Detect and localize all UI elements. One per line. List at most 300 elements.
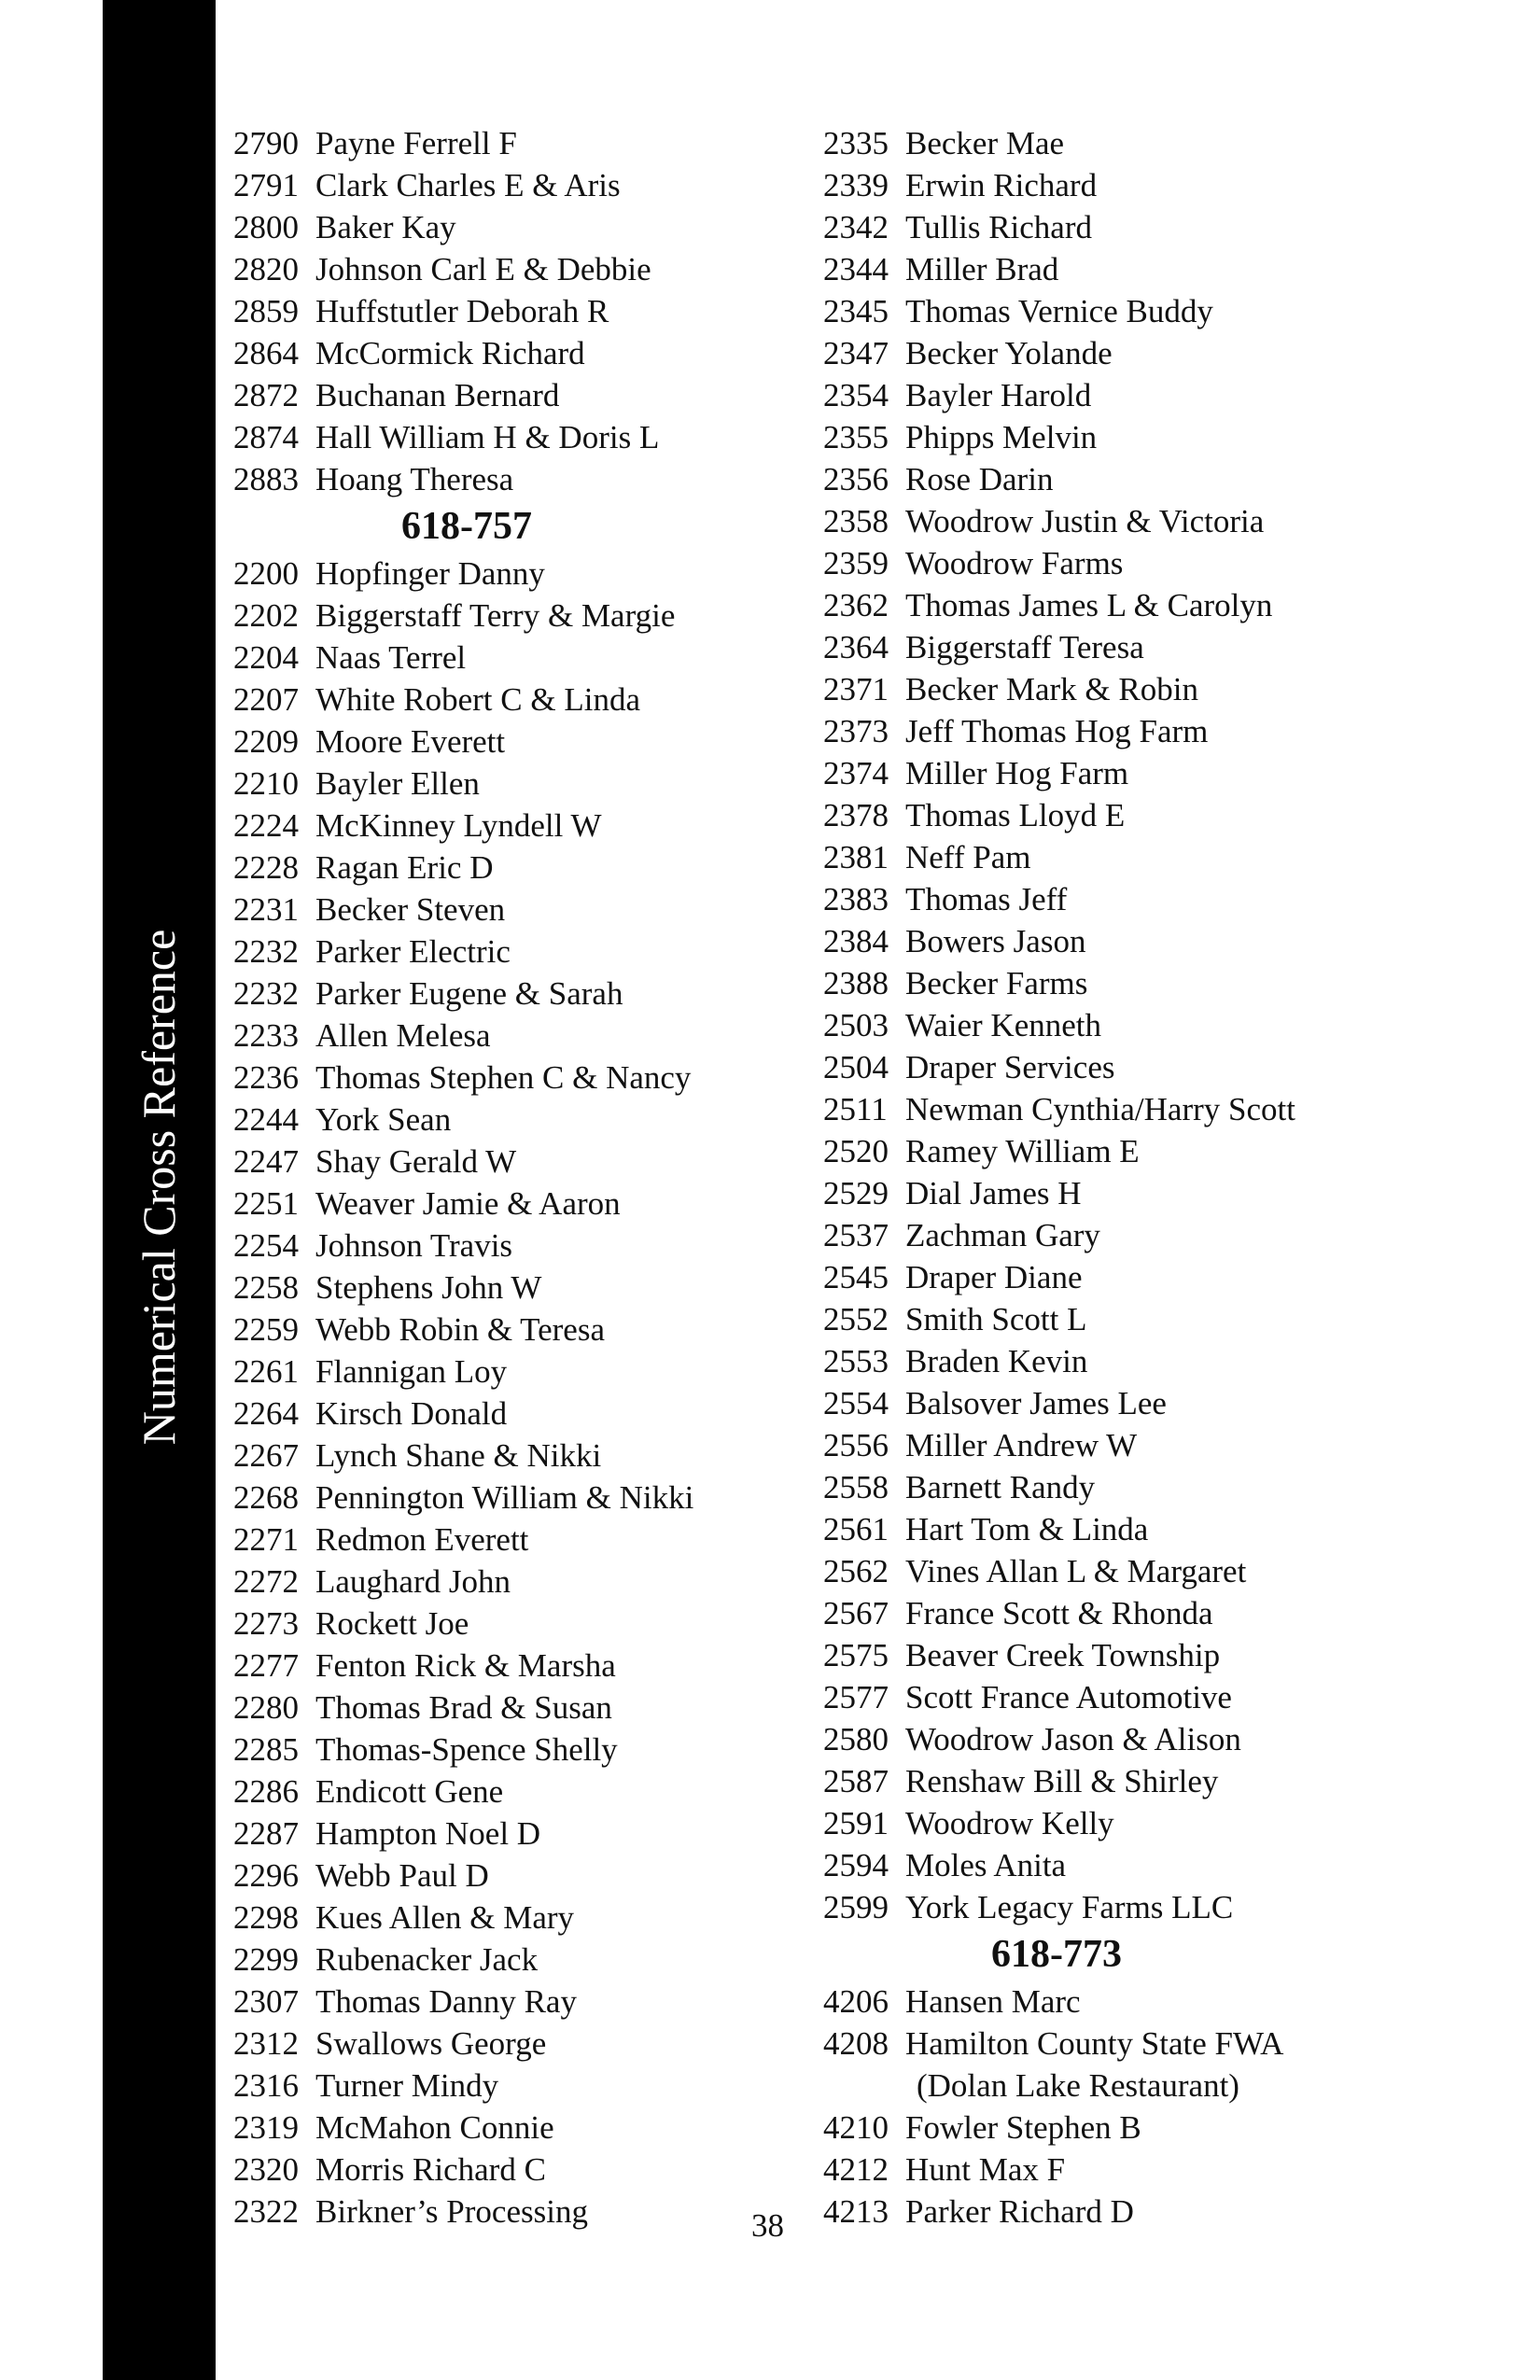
listing-row [233, 1267, 812, 1309]
listing-name: Smith Scott L [905, 1301, 1087, 1337]
listing-row [233, 1519, 812, 1561]
listing-row [823, 1172, 1402, 1214]
listing-name: McKinney Lyndell W [315, 807, 602, 844]
listing-name: Renshaw Bill & Shirley [905, 1763, 1219, 1799]
listing-row [823, 1298, 1402, 1340]
listing-name: Miller Andrew W [905, 1427, 1138, 1463]
listing-row [823, 164, 1402, 206]
listing-name: Bowers Jason [905, 923, 1086, 959]
left-block-1 [233, 122, 812, 500]
listing-row [233, 763, 812, 805]
listing-number: 2264 [233, 1395, 299, 1432]
listing-row [823, 752, 1402, 794]
listing-number: 2359 [823, 545, 889, 581]
listing-number: 2298 [233, 1899, 299, 1936]
listing-number: 2374 [823, 755, 889, 791]
listing-row [823, 1214, 1402, 1256]
listing-number: 2299 [233, 1941, 299, 1978]
listing-number: 2371 [823, 671, 889, 707]
listing-name: Hansen Marc [905, 1983, 1081, 2020]
listing-number: 2267 [233, 1437, 299, 1474]
listing-name: Thomas-Spence Shelly [315, 1731, 618, 1768]
listing-row [233, 290, 812, 332]
side-tab-label: Numerical Cross Reference [133, 929, 185, 1446]
listing-row [233, 1099, 812, 1141]
listing-number: 2575 [823, 1637, 889, 1673]
listing-number: 2210 [233, 765, 299, 802]
listing-name: Becker Farms [905, 965, 1088, 1001]
listing-name: Barnett Randy [905, 1469, 1096, 1505]
listing-number: 2322 [233, 2193, 299, 2230]
listing-number: 2874 [233, 419, 299, 455]
listing-number: 2562 [823, 1553, 889, 1589]
listing-name: Jeff Thomas Hog Farm [905, 713, 1209, 749]
listing-number: 2552 [823, 1301, 889, 1337]
listing-number: 2277 [233, 1647, 299, 1684]
listing-row [233, 2149, 812, 2191]
listing-row [823, 1466, 1402, 1508]
listing-name: Draper Diane [905, 1259, 1083, 1295]
listing-number: 2373 [823, 713, 889, 749]
listing-row [823, 2149, 1402, 2191]
prefix-heading-618-757: 618-757 [401, 505, 532, 548]
listing-row [823, 374, 1402, 416]
listing-row [823, 1676, 1402, 1718]
listing-number: 2347 [823, 335, 889, 371]
listing-number: 2554 [823, 1385, 889, 1421]
listing-row [233, 2191, 812, 2233]
listing-row [823, 878, 1402, 920]
listing-number: 2790 [233, 125, 299, 161]
listing-number: 2580 [823, 1721, 889, 1757]
listing-name: Neff Pam [905, 839, 1031, 875]
listing-number: 2261 [233, 1353, 299, 1390]
listing-row [823, 1760, 1402, 1802]
listing-row [233, 1393, 812, 1435]
listing-row [823, 1802, 1402, 1844]
listing-number: 2599 [823, 1889, 889, 1925]
listing-number: 2319 [233, 2109, 299, 2146]
listing-number: 2504 [823, 1049, 889, 1085]
listing-row [233, 1603, 812, 1645]
listing-number: 2244 [233, 1101, 299, 1138]
listing-row [823, 290, 1402, 332]
listing-row [233, 1183, 812, 1225]
listing-name: Rose Darin [905, 461, 1054, 497]
listing-number: 4206 [823, 1983, 889, 2020]
listing-number: 2388 [823, 965, 889, 1001]
listing-number: 2503 [823, 1007, 889, 1043]
listing-name: Biggerstaff Teresa [905, 629, 1144, 665]
listing-name: Kirsch Donald [315, 1395, 508, 1432]
listing-row [233, 721, 812, 763]
listing-row [233, 248, 812, 290]
listing-number: 2273 [233, 1605, 299, 1642]
listing-number: 2285 [233, 1731, 299, 1768]
listing-number: 2232 [233, 933, 299, 970]
listing-row [823, 920, 1402, 962]
listing-name: Hampton Noel D [315, 1815, 541, 1852]
listing-row [233, 637, 812, 679]
listing-name: Allen Melesa [315, 1017, 491, 1054]
listing-row [233, 1225, 812, 1267]
listing-row [233, 1729, 812, 1771]
listing-number: 2511 [823, 1091, 888, 1127]
listing-number: 4212 [823, 2151, 889, 2188]
listing-name: Thomas Stephen C & Nancy [315, 1059, 692, 1096]
listing-row [233, 1813, 812, 1855]
listing-number: 2286 [233, 1773, 299, 1810]
listing-row [823, 794, 1402, 836]
listing-row [233, 1477, 812, 1519]
listing-row [823, 1844, 1402, 1886]
listing-name: McMahon Connie [315, 2109, 554, 2146]
listing-name: Woodrow Kelly [905, 1805, 1114, 1841]
listing-name: Stephens John W [315, 1269, 542, 1306]
listing-number: 2577 [823, 1679, 889, 1715]
listing-name: Payne Ferrell F [315, 125, 517, 161]
listing-name: Johnson Carl E & Debbie [315, 251, 651, 287]
listing-number: 2364 [823, 629, 889, 665]
listing-name: Newman Cynthia/Harry Scott [905, 1091, 1295, 1127]
listing-name: Thomas James L & Carolyn [905, 587, 1273, 623]
right-column [823, 122, 1402, 2233]
listing-number: 2558 [823, 1469, 889, 1505]
listing-name: Laughard John [315, 1563, 511, 1600]
listing-row [233, 164, 812, 206]
listing-number: 2383 [823, 881, 889, 917]
listing-number: 2271 [233, 1521, 299, 1558]
listing-name: Dial James H [905, 1175, 1082, 1211]
listing-row [823, 2023, 1402, 2065]
listing-number: 2529 [823, 1175, 889, 1211]
listing-row [823, 1550, 1402, 1592]
listing-row [823, 626, 1402, 668]
listing-row [823, 1256, 1402, 1298]
listing-name: Ramey William E [905, 1133, 1140, 1169]
left-column [233, 122, 812, 2233]
listing-name: Moles Anita [905, 1847, 1067, 1883]
listing-number: 2820 [233, 251, 299, 287]
listing-number: 2355 [823, 419, 889, 455]
listing-number: 2247 [233, 1143, 299, 1180]
listing-number: 2251 [233, 1185, 299, 1222]
listing-row [233, 1939, 812, 1981]
listing-number: 2204 [233, 639, 299, 676]
listing-name: Hopfinger Danny [315, 555, 545, 592]
listing-name: Turner Mindy [315, 2067, 499, 2104]
listing-number: 2362 [823, 587, 889, 623]
listing-name: Becker Mark & Robin [905, 671, 1198, 707]
listing-number: 2356 [823, 461, 889, 497]
listing-row [233, 1981, 812, 2023]
listing-name: Becker Steven [315, 891, 506, 928]
listing-row [823, 710, 1402, 752]
listing-row [233, 1687, 812, 1729]
listing-name: York Sean [315, 1101, 452, 1138]
listing-row [823, 1382, 1402, 1424]
listing-row [823, 1340, 1402, 1382]
listing-name: Endicott Gene [315, 1773, 504, 1810]
listing-name: Balsover James Lee [905, 1385, 1167, 1421]
listing-name: Parker Richard D [905, 2193, 1134, 2230]
listing-row [233, 2023, 812, 2065]
listing-number: 2591 [823, 1805, 889, 1841]
listing-name: Parker Electric [315, 933, 511, 970]
listing-row [823, 206, 1402, 248]
listing-name: Ragan Eric D [315, 849, 494, 886]
listing-number: 2345 [823, 293, 889, 329]
listing-name: France Scott & Rhonda [905, 1595, 1213, 1631]
listing-row [823, 1981, 1402, 2023]
listing-name: White Robert C & Linda [315, 681, 640, 718]
listing-number: 2207 [233, 681, 299, 718]
listing-name: Hall William H & Doris L [315, 419, 660, 455]
listing-number: 2556 [823, 1427, 889, 1463]
listing-name: Buchanan Bernard [315, 377, 560, 413]
listing-number: 2537 [823, 1217, 889, 1253]
listing-number: 2339 [823, 167, 889, 203]
listing-name: Waier Kenneth [905, 1007, 1101, 1043]
listing-row [233, 973, 812, 1015]
listing-name: Bayler Harold [905, 377, 1092, 413]
listing-number: 2553 [823, 1343, 889, 1379]
listing-row [233, 1435, 812, 1477]
listing-number: 4213 [823, 2193, 889, 2230]
listing-name: Braden Kevin [905, 1343, 1088, 1379]
listing-row [823, 1004, 1402, 1046]
right-block-1 [823, 122, 1402, 1928]
listing-number: 2864 [233, 335, 299, 371]
listing-name: Rubenacker Jack [315, 1941, 539, 1978]
listing-row [233, 1771, 812, 1813]
listing-name: Biggerstaff Terry & Margie [315, 597, 676, 634]
listing-row [823, 1508, 1402, 1550]
listing-row [233, 1897, 812, 1939]
listing-row [823, 542, 1402, 584]
listing-row [233, 1309, 812, 1351]
listing-name: Clark Charles E & Aris [315, 167, 621, 203]
listing-number: 2236 [233, 1059, 299, 1096]
listing-row [823, 2065, 1402, 2107]
listing-row [823, 962, 1402, 1004]
listing-number: 2200 [233, 555, 299, 592]
listing-number: 2312 [233, 2025, 299, 2062]
listing-number: 4210 [823, 2109, 889, 2146]
listing-row [823, 1130, 1402, 1172]
listing-name: Fenton Rick & Marsha [315, 1647, 616, 1684]
right-block-2 [823, 1981, 1402, 2233]
listing-row [823, 1424, 1402, 1466]
listing-name: Redmon Everett [315, 1521, 529, 1558]
listing-number: 2258 [233, 1269, 299, 1306]
listing-row [823, 458, 1402, 500]
listing-row [233, 679, 812, 721]
listing-name: Woodrow Farms [905, 545, 1124, 581]
listing-number: 2287 [233, 1815, 299, 1852]
listing-row [823, 584, 1402, 626]
listing-name: Erwin Richard [905, 167, 1098, 203]
listing-name: Miller Hog Farm [905, 755, 1129, 791]
listing-name: Fowler Stephen B [905, 2109, 1141, 2146]
listing-name: Morris Richard C [315, 2151, 546, 2188]
listing-number: 2316 [233, 2067, 299, 2104]
listing-name: Woodrow Justin & Victoria [905, 503, 1265, 539]
listing-row [233, 931, 812, 973]
listing-row [233, 805, 812, 847]
listing-name: McCormick Richard [315, 335, 585, 371]
listing-number: 2378 [823, 797, 889, 833]
listing-name: Draper Services [905, 1049, 1115, 1085]
listing-name: Vines Allan L & Margaret [905, 1553, 1247, 1589]
listing-row [233, 1351, 812, 1393]
listing-row [233, 2107, 812, 2149]
listing-row [233, 1057, 812, 1099]
listing-number: 2209 [233, 723, 299, 760]
listing-name: (Dolan Lake Restaurant) [917, 2067, 1239, 2104]
listing-name: Moore Everett [315, 723, 506, 760]
listing-name: Webb Paul D [315, 1857, 489, 1894]
listing-number: 2344 [823, 251, 889, 287]
listing-name: Shay Gerald W [315, 1143, 517, 1180]
listing-number: 2883 [233, 461, 299, 497]
listing-row [233, 1561, 812, 1603]
listing-number: 2335 [823, 125, 889, 161]
listing-name: Zachman Gary [905, 1217, 1100, 1253]
listing-number: 2791 [233, 167, 299, 203]
listing-number: 2296 [233, 1857, 299, 1894]
listing-name: Rockett Joe [315, 1605, 469, 1642]
listing-name: Thomas Brad & Susan [315, 1689, 612, 1726]
listing-number: 2224 [233, 807, 299, 844]
listing-number: 2594 [823, 1847, 889, 1883]
listing-name: Hunt Max F [905, 2151, 1066, 2188]
listing-number: 2800 [233, 209, 299, 245]
listing-row [233, 374, 812, 416]
listing-number: 2307 [233, 1983, 299, 2020]
listing-number: 2254 [233, 1227, 299, 1264]
listing-name: Weaver Jamie & Aaron [315, 1185, 621, 1222]
listing-row [233, 1855, 812, 1897]
listing-row [233, 206, 812, 248]
listing-name: Bayler Ellen [315, 765, 480, 802]
listing-row [823, 416, 1402, 458]
listing-name: Pennington William & Nikki [315, 1479, 694, 1516]
listing-number: 2872 [233, 377, 299, 413]
listing-name: Flannigan Loy [315, 1353, 508, 1390]
listing-number: 2859 [233, 293, 299, 329]
listing-number: 2232 [233, 975, 299, 1012]
listing-row [233, 458, 812, 500]
listing-row [233, 847, 812, 889]
listing-row [823, 1046, 1402, 1088]
listing-name: Thomas Jeff [905, 881, 1068, 917]
listing-name: Swallows George [315, 2025, 547, 2062]
listing-name: Becker Mae [905, 125, 1065, 161]
listing-number: 2520 [823, 1133, 889, 1169]
listing-number: 2354 [823, 377, 889, 413]
listing-name: Johnson Travis [315, 1227, 513, 1264]
listing-number: 2280 [233, 1689, 299, 1726]
listing-name: Tullis Richard [905, 209, 1092, 245]
listing-row [823, 1592, 1402, 1634]
listing-name: Thomas Lloyd E [905, 797, 1126, 833]
listing-row [823, 500, 1402, 542]
listing-number: 2272 [233, 1563, 299, 1600]
listing-name: Phipps Melvin [905, 419, 1098, 455]
listing-name: Parker Eugene & Sarah [315, 975, 623, 1012]
listing-number: 2587 [823, 1763, 889, 1799]
listing-row [233, 595, 812, 637]
listing-name: Webb Robin & Teresa [315, 1311, 605, 1348]
listing-number: 2381 [823, 839, 889, 875]
listing-name: Thomas Vernice Buddy [905, 293, 1213, 329]
listing-row [233, 1141, 812, 1183]
listing-number: 2231 [233, 891, 299, 928]
listing-name: Huffstutler Deborah R [315, 293, 609, 329]
listing-number: 2358 [823, 503, 889, 539]
listing-row [233, 416, 812, 458]
listing-number: 2228 [233, 849, 299, 886]
listing-number: 2233 [233, 1017, 299, 1054]
listing-row [233, 1645, 812, 1687]
listing-name: Woodrow Jason & Alison [905, 1721, 1241, 1757]
listing-row [823, 1634, 1402, 1676]
listing-name: Naas Terrel [315, 639, 467, 676]
listing-row [823, 1886, 1402, 1928]
listing-row [233, 122, 812, 164]
listing-number: 2567 [823, 1595, 889, 1631]
listing-row [823, 2107, 1402, 2149]
listing-row [823, 332, 1402, 374]
listing-row [823, 1088, 1402, 1130]
listing-row [233, 332, 812, 374]
listing-name: Hoang Theresa [315, 461, 514, 497]
prefix-heading-618-773: 618-773 [991, 1933, 1122, 1976]
listing-name: Hart Tom & Linda [905, 1511, 1149, 1547]
listing-number: 4208 [823, 2025, 889, 2062]
left-block-2 [233, 553, 812, 2233]
listing-name: Beaver Creek Township [905, 1637, 1221, 1673]
listing-name: Miller Brad [905, 251, 1059, 287]
listing-row [823, 248, 1402, 290]
listing-number: 2320 [233, 2151, 299, 2188]
listing-name: Thomas Danny Ray [315, 1983, 577, 2020]
listing-row [823, 2191, 1402, 2233]
listing-row [823, 836, 1402, 878]
listing-number: 2342 [823, 209, 889, 245]
listing-number: 2202 [233, 597, 299, 634]
listing-row [233, 2065, 812, 2107]
listing-name: York Legacy Farms LLC [905, 1889, 1234, 1925]
listing-name: Lynch Shane & Nikki [315, 1437, 602, 1474]
listing-row [233, 553, 812, 595]
listing-row [823, 668, 1402, 710]
page-number: 38 [751, 2207, 784, 2244]
listing-name: Becker Yolande [905, 335, 1113, 371]
listing-number: 2384 [823, 923, 889, 959]
listing-row [233, 1015, 812, 1057]
listing-name: Birkner’s Processing [315, 2193, 588, 2230]
listing-row [233, 889, 812, 931]
listing-name: Baker Kay [315, 209, 456, 245]
listing-name: Scott France Automotive [905, 1679, 1232, 1715]
listing-number: 2561 [823, 1511, 889, 1547]
listing-name: Kues Allen & Mary [315, 1899, 575, 1936]
listing-number: 2545 [823, 1259, 889, 1295]
listing-name: Hamilton County State FWA [905, 2025, 1284, 2062]
listing-row [823, 122, 1402, 164]
